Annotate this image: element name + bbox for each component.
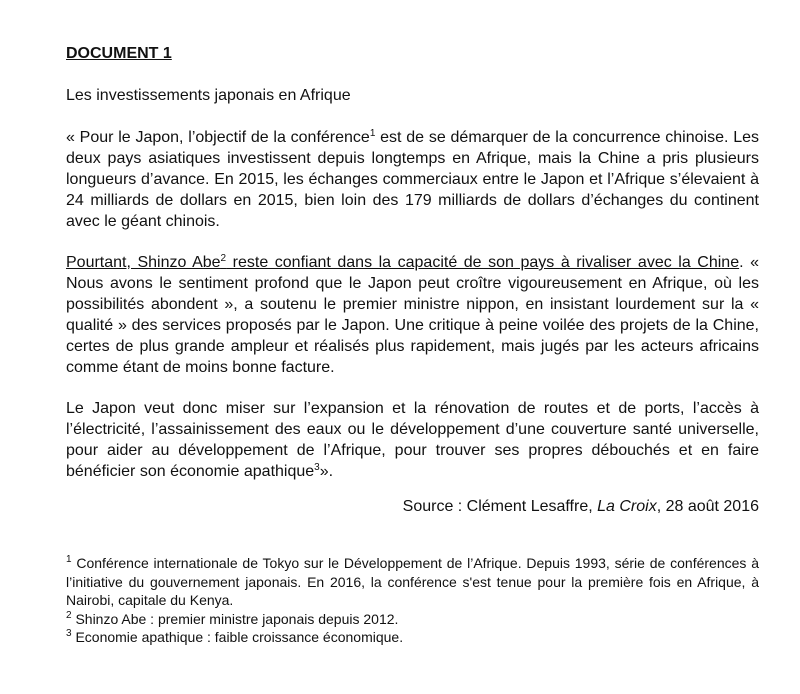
paragraph-3 [66, 398, 759, 482]
document-page [66, 43, 759, 647]
footnote-ref-3: 3 [314, 462, 320, 473]
source-date: , 28 août 2016 [656, 498, 759, 515]
document-title: DOCUMENT 1 [66, 45, 172, 62]
source-citation [66, 496, 759, 518]
paragraph-3-text-b: ». [319, 463, 334, 480]
paragraph-1-text-b: est de se démarquer de la concurrence chinoise. Les deux pays asiatiques investissent depuis longtemps en Afrique, mais la Chine a pris plusieurs longueurs d’avance. En 2015, les échanges commerciaux entre le Japon et l’Afrique s’élevaient à 24 milliards de dollars en 2015, bien loin des 179 milliards de dollars d’échanges du continent avec le géant chinois. [66, 129, 759, 230]
footnote-1 [66, 554, 759, 610]
paragraph-2-underlined-text-b: reste confiant dans la capacité de son pays à rivaliser avec la Chine [226, 254, 740, 271]
paragraph-2-underlined-text-a: Pourtant, Shinzo Abe [66, 254, 221, 271]
footnote-2-text: Shinzo Abe : premier ministre japonais depuis 2012. [71, 610, 399, 627]
footnote-2-number: 2 [66, 609, 72, 621]
footnotes [66, 554, 759, 647]
paragraph-2 [66, 252, 759, 378]
document-subtitle: Les investissements japonais en Afrique [66, 87, 351, 104]
paragraph-2-underlined-a [66, 254, 739, 271]
paragraph-2-text-rest: . « Nous avons le sentiment profond que le Japon peut croître vigoureusement en Afrique, où les possibilités abondent », a soutenu le premier ministre nippon, en insistant lourdement sur la « qualité » des services proposés par le Japon. Une critique à peine voilée des projets de la Chine, certes de plus grande ampleur et réalisés plus rapidement, mais jugés par les acteurs africains comme étant de moins bonne facture. [66, 254, 760, 376]
source-publication: La Croix [597, 498, 657, 515]
paragraph-1 [66, 127, 759, 232]
footnote-ref-1: 1 [369, 128, 376, 139]
footnote-ref-2: 2 [220, 253, 227, 264]
footnote-3-text: Economie apathique : faible croissance économique. [71, 629, 404, 645]
footnote-2 [66, 610, 759, 629]
footnote-1-text: Conférence internationale de Tokyo sur le Développement de l’Afrique. Depuis 1993, série de conférences à l’initiative du gouvernement japonais. En 2016, la conférence s'est tenue pour la première fois en Afrique, à Nairobi, capitale du Kenya. [66, 555, 759, 608]
paragraph-1-text-a: « Pour le Japon, l’objectif de la conférence [66, 129, 370, 146]
paragraph-3-text-a: Le Japon veut donc miser sur l’expansion et la rénovation de routes et de ports, l’accès à l’électricité, l’assainissement des eaux ou le développement d’une couverture santé universelle, pour aider au développement de l’Afrique, pour trouver ses propres débouchés et en faire bénéficier son économie apathique [66, 400, 759, 480]
footnote-3-number: 3 [66, 628, 72, 639]
footnote-1-number: 1 [66, 554, 72, 565]
source-prefix: Source : Clément Lesaffre, [402, 498, 598, 515]
footnote-3 [66, 628, 759, 647]
